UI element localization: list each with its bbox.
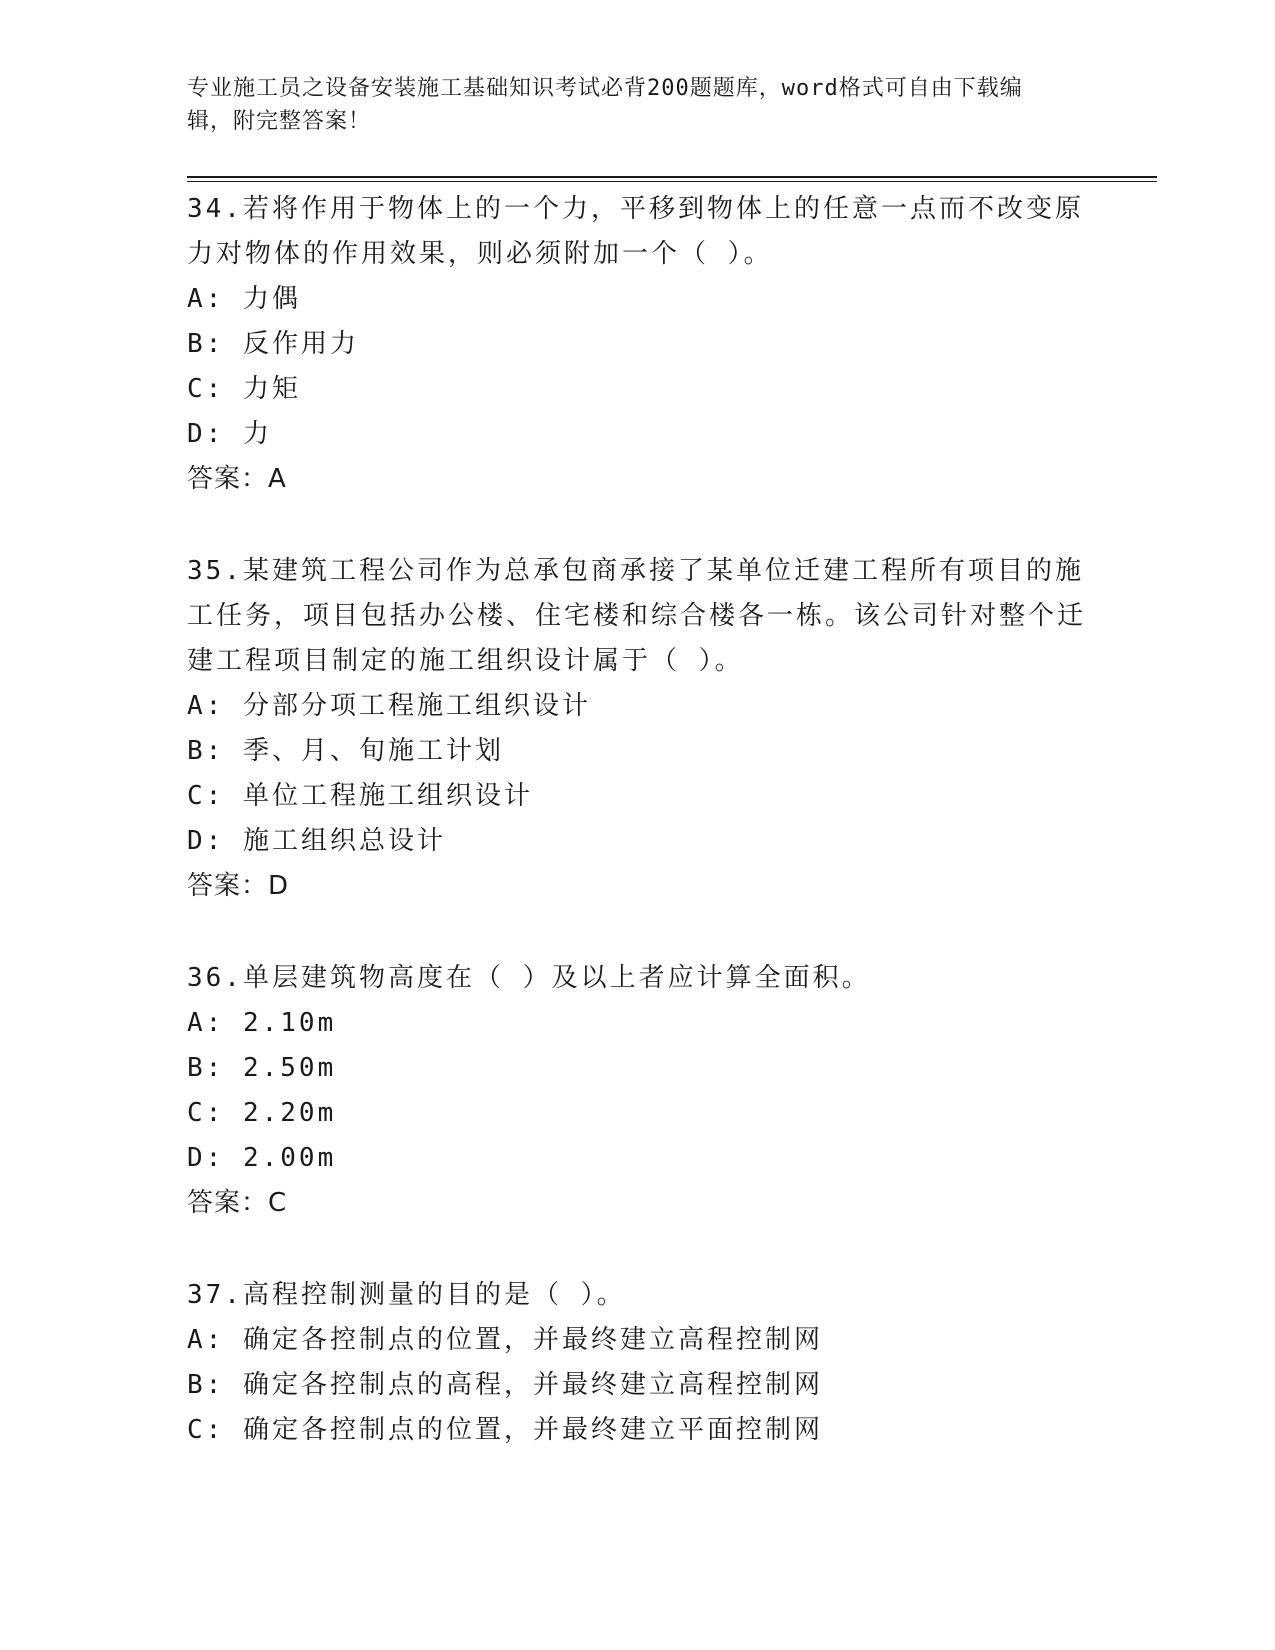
header-divider bbox=[187, 176, 1157, 182]
answer-line bbox=[187, 1181, 1087, 1226]
question-text bbox=[187, 956, 1087, 1001]
option-c bbox=[187, 367, 1087, 412]
option-text: 2.00m bbox=[242, 1143, 337, 1173]
question-stem: 高程控制测量的目的是（ ）。 bbox=[242, 1280, 626, 1310]
option-text: 2.10m bbox=[242, 1008, 337, 1038]
option-b bbox=[187, 1046, 1087, 1091]
option-d bbox=[187, 412, 1087, 457]
option-d bbox=[187, 1136, 1087, 1181]
option-text: 力偶 bbox=[242, 284, 301, 314]
option-c bbox=[187, 774, 1087, 819]
option-key: B: bbox=[187, 1370, 225, 1400]
option-key: D: bbox=[187, 1143, 225, 1173]
question-text bbox=[187, 187, 1087, 277]
option-text: 力矩 bbox=[242, 374, 301, 404]
question-37 bbox=[187, 1273, 1087, 1453]
option-key: B: bbox=[187, 329, 225, 359]
question-spacer bbox=[187, 909, 1087, 956]
question-number: 35. bbox=[187, 556, 243, 586]
option-key: A: bbox=[187, 1008, 225, 1038]
document-header: 专业施工员之设备安装施工基础知识考试必背200题题库，word格式可自由下载编辑，附完整答案！ bbox=[187, 76, 1023, 134]
answer-value: D bbox=[268, 871, 290, 901]
answer-label: 答案： bbox=[187, 464, 269, 494]
option-text: 施工组织总设计 bbox=[242, 826, 446, 856]
option-key: B: bbox=[187, 736, 225, 766]
option-d bbox=[187, 819, 1087, 864]
option-key: A: bbox=[187, 284, 225, 314]
option-key: C: bbox=[187, 781, 225, 811]
option-key: C: bbox=[187, 1098, 225, 1128]
answer-value: A bbox=[268, 464, 287, 494]
answer-line bbox=[187, 864, 1087, 909]
option-text: 力 bbox=[242, 419, 272, 449]
question-list bbox=[187, 187, 1087, 1453]
option-text: 分部分项工程施工组织设计 bbox=[242, 691, 591, 721]
answer-value: C bbox=[268, 1188, 288, 1218]
option-key: D: bbox=[187, 419, 225, 449]
question-stem: 若将作用于物体上的一个力，平移到物体上的任意一点而不改变原力对物体的作用效果，则必须附加一个（ ）。 bbox=[187, 194, 1084, 269]
option-text: 2.20m bbox=[242, 1098, 337, 1128]
option-key: B: bbox=[187, 1053, 225, 1083]
question-34 bbox=[187, 187, 1087, 502]
option-b bbox=[187, 322, 1087, 367]
answer-line bbox=[187, 457, 1087, 502]
option-key: C: bbox=[187, 1415, 225, 1445]
question-stem: 某建筑工程公司作为总承包商承接了某单位迁建工程所有项目的施工任务，项目包括办公楼、住宅楼和综合楼各一栋。该公司针对整个迁建工程项目制定的施工组织设计属于（ ）。 bbox=[187, 556, 1087, 676]
option-text: 确定各控制点的高程，并最终建立高程控制网 bbox=[242, 1370, 823, 1400]
question-text bbox=[187, 549, 1087, 684]
option-text: 确定各控制点的位置，并最终建立平面控制网 bbox=[242, 1415, 823, 1445]
option-a bbox=[187, 277, 1087, 322]
option-b bbox=[187, 1363, 1087, 1408]
option-text: 反作用力 bbox=[242, 329, 359, 359]
option-b bbox=[187, 729, 1087, 774]
option-text: 确定各控制点的位置，并最终建立高程控制网 bbox=[242, 1325, 823, 1355]
answer-label: 答案： bbox=[187, 1188, 269, 1218]
question-spacer bbox=[187, 502, 1087, 549]
option-text: 季、月、旬施工计划 bbox=[242, 736, 504, 766]
option-a bbox=[187, 1318, 1087, 1363]
question-spacer bbox=[187, 1226, 1087, 1273]
option-a bbox=[187, 684, 1087, 729]
option-key: C: bbox=[187, 374, 225, 404]
answer-label: 答案： bbox=[187, 871, 269, 901]
option-key: D: bbox=[187, 826, 225, 856]
option-key: A: bbox=[187, 691, 225, 721]
question-36 bbox=[187, 956, 1087, 1226]
question-text bbox=[187, 1273, 1087, 1318]
question-stem: 单层建筑物高度在（ ）及以上者应计算全面积。 bbox=[242, 963, 871, 993]
option-c bbox=[187, 1091, 1087, 1136]
option-c bbox=[187, 1408, 1087, 1453]
question-35 bbox=[187, 549, 1087, 909]
option-key: A: bbox=[187, 1325, 225, 1355]
option-text: 2.50m bbox=[242, 1053, 337, 1083]
option-text: 单位工程施工组织设计 bbox=[242, 781, 533, 811]
option-a bbox=[187, 1001, 1087, 1046]
question-number: 34. bbox=[187, 194, 243, 224]
question-number: 37. bbox=[187, 1280, 243, 1310]
question-number: 36. bbox=[187, 963, 243, 993]
